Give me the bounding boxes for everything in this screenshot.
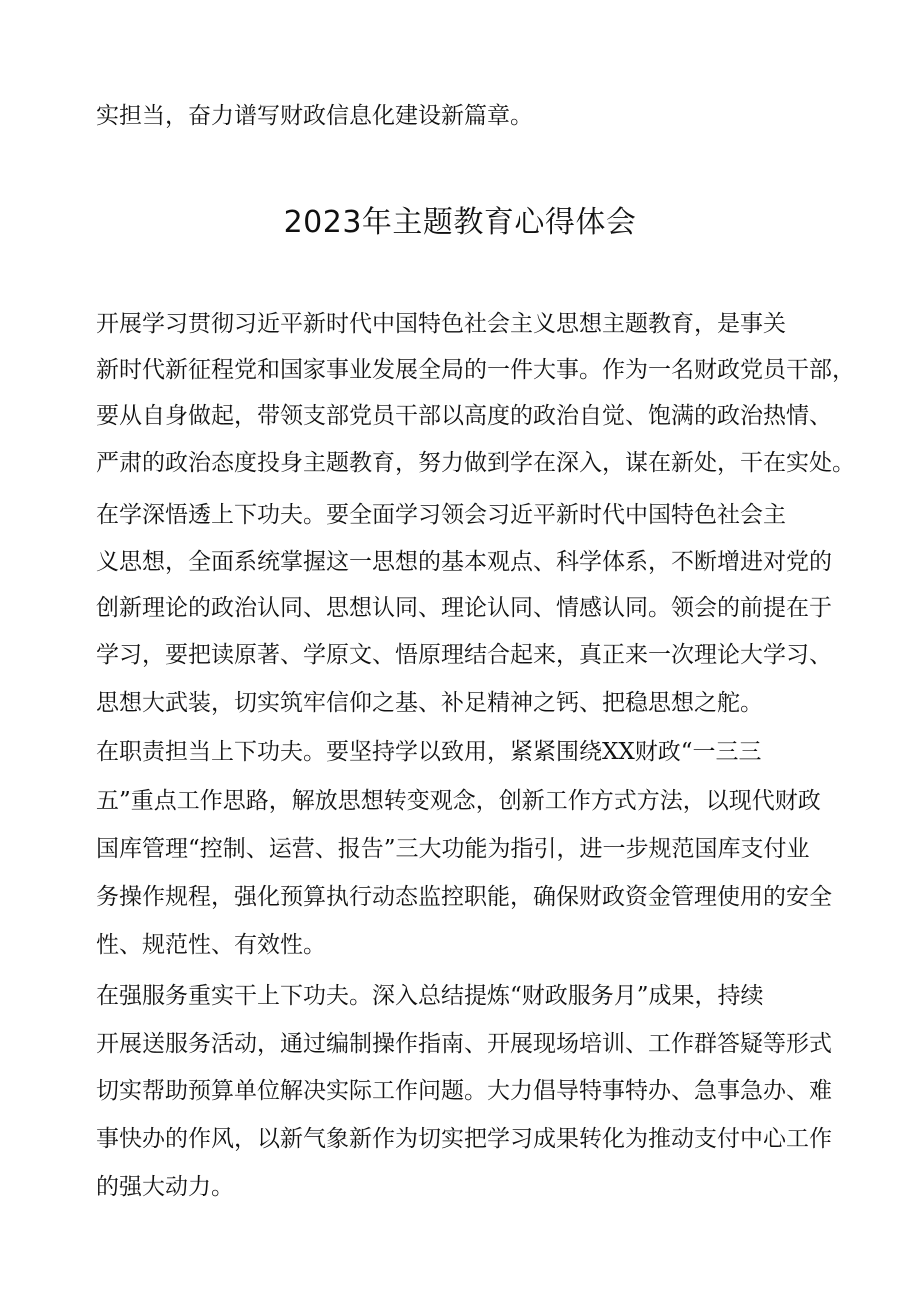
paragraph-line: 严肃的政治态度投身主题教育，努力做到学在深入，谋在新处，干在实处。 bbox=[96, 450, 855, 476]
paragraph-line: 义思想，全面系统掌握这一思想的基本观点、科学体系，不断增进对党的 bbox=[96, 549, 832, 575]
paragraph-line: 创新理论的政治认同、思想认同、理论认同、情感认同。领会的前提在于 bbox=[96, 595, 832, 621]
paragraph-line: 性、规范性、有效性。 bbox=[96, 932, 326, 958]
carryover-line: 实担当，奋力谱写财政信息化建设新篇章。 bbox=[96, 103, 533, 129]
paragraph-line: 的强大动力。 bbox=[96, 1174, 234, 1200]
paragraph-line: 学习，要把读原著、学原文、悟原理结合起来，真正来一次理论大学习、 bbox=[96, 642, 832, 668]
paragraph-line: 务操作规程，强化预算执行动态监控职能，确保财政资金管理使用的安全 bbox=[96, 884, 832, 910]
paragraph-line: 在职责担当上下功夫。要坚持学以致用，紧紧围绕XX财政“一三三 bbox=[96, 739, 762, 765]
paragraph-line: 开展送服务活动，通过编制操作指南、开展现场培训、工作群答疑等形式 bbox=[96, 1031, 832, 1057]
paragraph-line: 国库管理“控制、运营、报告”三大功能为指引，进一步规范国库支付业 bbox=[96, 836, 810, 862]
paragraph-line: 思想大武装，切实筑牢信仰之基、补足精神之钙、把稳思想之舵。 bbox=[96, 690, 763, 716]
paragraph-line: 事快办的作风，以新气象新作为切实把学习成果转化为推动支付中心工作 bbox=[96, 1126, 832, 1152]
document-title: 2023年主题教育心得体会 bbox=[283, 205, 637, 240]
paragraph-line: 要从自身做起，带领支部党员干部以高度的政治自觉、饱满的政治热情、 bbox=[96, 403, 832, 429]
paragraph-line: 开展学习贯彻习近平新时代中国特色社会主义思想主题教育，是事关 bbox=[96, 311, 786, 337]
paragraph-line: 五”重点工作思路，解放思想转变观念，创新工作方式方法，以现代财政 bbox=[96, 788, 821, 814]
paragraph-line: 在学深悟透上下功夫。要全面学习领会习近平新时代中国特色社会主 bbox=[96, 502, 786, 528]
paragraph-line: 新时代新征程党和国家事业发展全局的一件大事。作为一名财政党员干部， bbox=[96, 357, 855, 383]
paragraph-line: 在强服务重实干上下功夫。深入总结提炼“财政服务月”成果，持续 bbox=[96, 983, 764, 1009]
paragraph-line: 切实帮助预算单位解决实际工作问题。大力倡导特事特办、急事急办、难 bbox=[96, 1078, 832, 1104]
